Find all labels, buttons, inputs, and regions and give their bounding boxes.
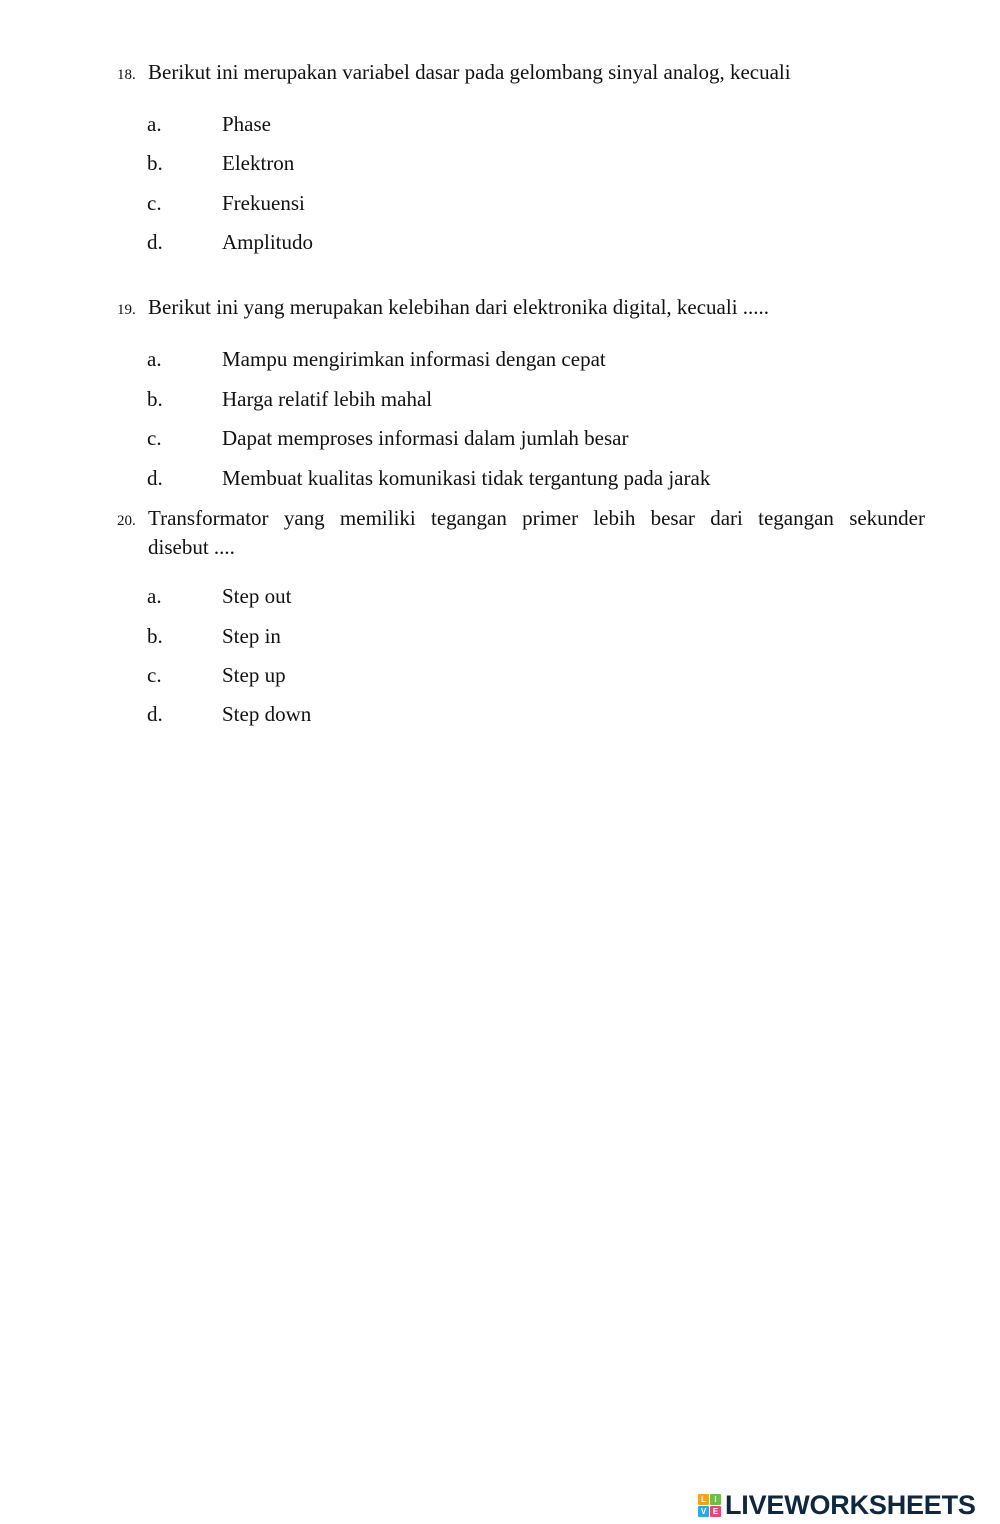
option-letter: a. bbox=[147, 584, 162, 608]
option-letter: d. bbox=[147, 702, 163, 726]
logo-icon-tile: E bbox=[710, 1506, 721, 1517]
option-20-c[interactable] bbox=[147, 662, 286, 688]
option-19-c[interactable] bbox=[147, 425, 628, 451]
question-number: 20. bbox=[117, 513, 136, 529]
liveworksheets-logo-text: LIVEWORKSHEETS bbox=[725, 1489, 976, 1520]
option-letter: b. bbox=[147, 151, 163, 175]
logo-icon-tile: I bbox=[710, 1494, 721, 1505]
question-18 bbox=[117, 59, 925, 88]
question-text-line-1: Transformator yang memiliki tegangan primer lebih besar dari tegangan sekunder bbox=[148, 506, 925, 530]
option-text: Step down bbox=[222, 702, 312, 726]
option-letter: a. bbox=[147, 347, 162, 371]
option-text: Mampu mengirimkan informasi dengan cepat bbox=[222, 347, 606, 371]
option-letter: c. bbox=[147, 663, 162, 687]
option-20-b[interactable] bbox=[147, 623, 281, 649]
question-text: Berikut ini merupakan variabel dasar pada gelombang sinyal analog, kecuali bbox=[148, 60, 791, 84]
option-text: Step out bbox=[222, 584, 292, 608]
option-18-a[interactable] bbox=[147, 111, 271, 137]
option-text: Frekuensi bbox=[222, 191, 305, 215]
option-text: Amplitudo bbox=[222, 230, 314, 254]
option-19-d[interactable] bbox=[147, 465, 710, 491]
liveworksheets-logo-icon bbox=[698, 1494, 721, 1517]
option-letter: d. bbox=[147, 466, 163, 490]
option-text: Step up bbox=[222, 663, 286, 687]
option-text: Elektron bbox=[222, 151, 295, 175]
option-text: Dapat memproses informasi dalam jumlah besar bbox=[222, 426, 629, 450]
question-text: Berikut ini yang merupakan kelebihan dari elektronika digital, kecuali ..... bbox=[148, 295, 770, 319]
question-text-line-2: disebut .... bbox=[148, 535, 235, 559]
question-19 bbox=[117, 294, 925, 323]
option-18-b[interactable] bbox=[147, 150, 294, 176]
option-letter: c. bbox=[147, 426, 162, 450]
logo-icon-tile: V bbox=[698, 1506, 709, 1517]
option-20-a[interactable] bbox=[147, 583, 291, 609]
question-number: 18. bbox=[117, 67, 136, 83]
logo-icon-tile: L bbox=[698, 1494, 709, 1505]
question-20 bbox=[117, 505, 925, 560]
option-text: Step in bbox=[222, 624, 281, 648]
option-text: Harga relatif lebih mahal bbox=[222, 387, 433, 411]
option-text: Membuat kualitas komunikasi tidak tergantung pada jarak bbox=[222, 466, 711, 490]
option-letter: d. bbox=[147, 230, 163, 254]
option-18-c[interactable] bbox=[147, 190, 305, 216]
option-19-b[interactable] bbox=[147, 386, 432, 412]
question-number: 19. bbox=[117, 302, 136, 318]
option-text: Phase bbox=[222, 112, 271, 136]
option-letter: b. bbox=[147, 387, 163, 411]
option-18-d[interactable] bbox=[147, 229, 313, 255]
option-20-d[interactable] bbox=[147, 701, 311, 727]
option-19-a[interactable] bbox=[147, 346, 606, 372]
option-letter: a. bbox=[147, 112, 162, 136]
liveworksheets-logo bbox=[698, 1488, 976, 1522]
option-letter: b. bbox=[147, 624, 163, 648]
option-letter: c. bbox=[147, 191, 162, 215]
